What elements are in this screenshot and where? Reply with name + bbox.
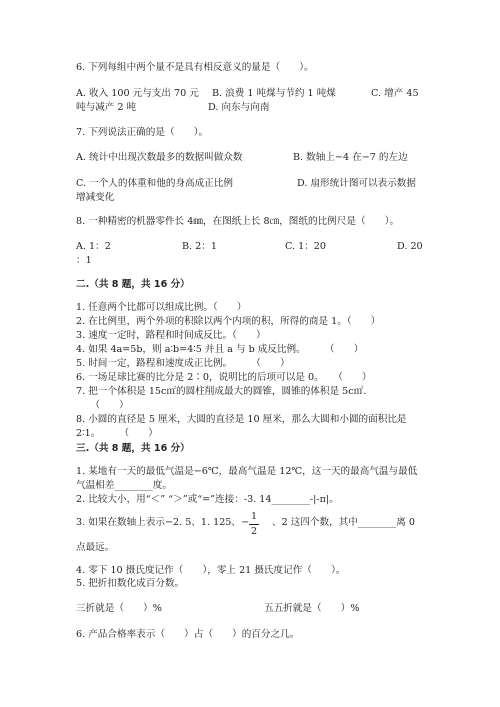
- q6-option-d: D. 向东与向南: [208, 102, 270, 113]
- q6-option-b: B. 浪费 1 吨煤与节约 1 吨煤: [212, 88, 336, 99]
- s3-q1-line1: 1. 某地有一天的最低气温是−6℃，最高气温是 12℃，这一天的最高气温与最低: [76, 466, 418, 477]
- q7-option-d: D. 扇形统计图可以表示数据: [297, 178, 416, 189]
- s2-item-8-cont: 2∶1。 （ ）: [76, 428, 158, 439]
- q8-stem: 8. 一种精密的机器零件长 4㎜，在图纸上长 8㎝，图纸的比例尺是（ ）。: [76, 216, 400, 227]
- s3-q3-part2: 、2 这四个数，其中________离 0: [272, 517, 416, 528]
- section3-title: 三.（共 8 题，共 16 分）: [76, 443, 190, 454]
- s3-q1-line2: 气温相差________度。: [76, 480, 172, 491]
- s2-item-6: 6. 一场足球比赛的比分是 2∶0，说明比的后项可以是 0。 （ ）: [76, 372, 372, 383]
- s2-item-2: 2. 在比例里，两个外项的积除以两个内项的积，所得的商是 1。（ ）: [76, 316, 381, 327]
- q7-stem: 7. 下列说法正确的是（ ）。: [76, 127, 209, 138]
- s2-item-7: 7. 把一个体积是 15c㎡的圆柱削成最大的圆锥，圆锥的体积是 5c㎡．: [76, 386, 373, 397]
- q7-option-b: B. 数轴上−4 在−7 的左边: [293, 152, 408, 163]
- section2-title: 二.（共 8 题，共 16 分）: [76, 279, 190, 290]
- s3-q3-part1: 3. 如果在数轴上表示−2. 5、1. 125、−: [76, 517, 250, 528]
- q7-option-d-cont: 增减变化: [76, 192, 115, 203]
- q8-option-d: D. 20: [397, 241, 423, 252]
- q6-option-c-cont: 吨与减产 2 吨: [76, 102, 137, 113]
- q6-option-a: A. 收入 100 元与支出 70 元: [76, 88, 199, 99]
- s3-q5-a: 三折就是（ ）%: [76, 603, 162, 614]
- fraction-denominator: 2: [250, 525, 258, 537]
- s2-item-1: 1. 任意两个比都可以组成比例。（ ）: [76, 302, 247, 313]
- s2-item-7-cont: （ ）: [76, 400, 129, 411]
- fraction-one-half: [248, 512, 260, 536]
- s2-item-8: 8. 小圆的直径是 5 厘米，大圆的直径是 10 厘米，那么大圆和小圆的面积比是: [76, 414, 407, 425]
- q8-option-c: C. 1：20: [285, 241, 327, 252]
- q6-stem: 6. 下列每组中两个量不是具有相反意义的量是（ ）。: [76, 62, 314, 73]
- fraction-numerator: 1: [250, 511, 258, 522]
- s3-q2: 2. 比较大小，用“＜” “＞”或“=”连接：-3. 14________-|-π|。: [76, 494, 339, 505]
- q6-option-c: C. 增产 45: [371, 88, 419, 99]
- s3-q5: 5. 把折扣数化成百分数。: [76, 578, 185, 589]
- s2-item-4: 4. 如果 4a=5b，则 a∶b=4∶5 并且 a 与 b 成反比例。 （ ）: [76, 344, 364, 355]
- q8-option-a: A. 1：2: [76, 241, 111, 252]
- q8-option-b: B. 2：1: [182, 241, 217, 252]
- q7-option-c: C. 一个人的体重和他的身高成正比例: [76, 178, 234, 189]
- s3-q5-b: 五五折就是（ ）%: [264, 603, 360, 614]
- s3-q4: 4. 零下 10 摄氏度记作（ ），零上 21 摄氏度记作（ ）。: [76, 565, 346, 576]
- s2-item-5: 5. 时间一定，路程和速度成正比例。 （ ）: [76, 358, 290, 369]
- q7-option-a: A. 统计中出现次数最多的数据叫做众数: [76, 152, 243, 163]
- q8-option-d-cont: ：1: [76, 255, 92, 266]
- s3-q3-part3: 点最远。: [76, 542, 115, 553]
- s3-q6: 6. 产品合格率表示（ ）占（ ）的百分之几。: [76, 629, 300, 640]
- s2-item-3: 3. 速度一定时，路程和时间成反比。（ ）: [76, 330, 266, 341]
- fraction-bar: [249, 524, 259, 525]
